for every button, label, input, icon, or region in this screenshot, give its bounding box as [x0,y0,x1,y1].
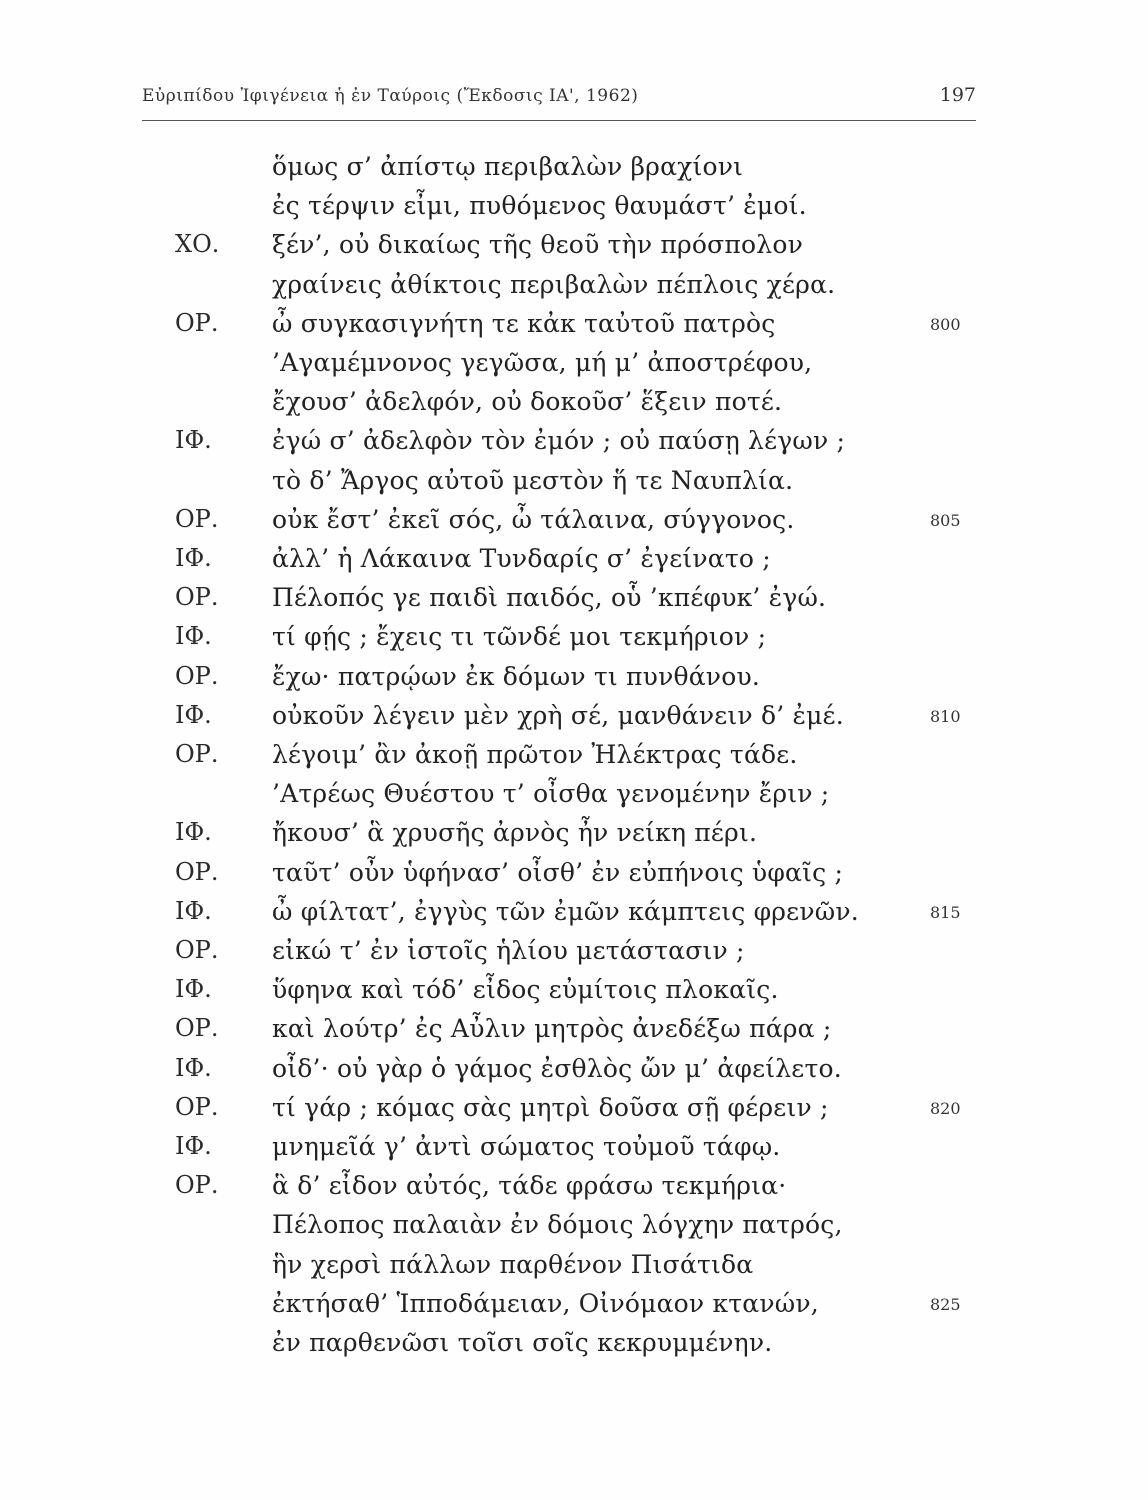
verse-text: καὶ λούτρ’ ἐς Αὖλιν μητρὸς ἀνεδέξω πάρα ; [272,1014,832,1043]
verse-line [0,1014,1148,1054]
verse-text: εἰκώ τ’ ἐν ἱστοῖς ἡλίου μετάστασιν ; [272,936,745,965]
verse-text: ἀλλ’ ἡ Λάκαινα Τυνδαρίς σ’ ἐγείνατο ; [272,544,771,573]
speaker-label: ΟΡ. [175,583,219,611]
verse-line [0,1093,1148,1133]
verse-line [0,622,1148,662]
speaker-label: ΙΦ. [175,818,212,846]
verse-text: ἐν παρθενῶσι τοῖσι σοῖς κεκρυμμένην. [272,1328,773,1357]
verse-text: ἃ δ’ εἶδον αὐτός, τάδε φράσω τεκμήρια· [272,1171,787,1200]
verse-text: τὸ δ’ Ἄργος αὐτοῦ μεστὸν ἥ τε Ναυπλία. [272,466,794,495]
verse-line [0,1132,1148,1172]
line-number: 820 [930,1099,961,1118]
line-number: 805 [930,511,961,530]
verse-line [0,505,1148,545]
verse-line [0,701,1148,741]
line-number: 800 [930,315,961,334]
running-title: Εὐριπίδου Ἰφιγένεια ἡ ἐν Ταύροις (Ἔκδοσις ΙΑ', 1962) [142,86,639,106]
verse-text: ὦ φίλτατ’, ἐγγὺς τῶν ἐμῶν κάμπτεις φρενῶν. [272,897,859,926]
verse-text: οὐκ ἔστ’ ἐκεῖ σός, ὦ τάλαινα, σύγγονος. [272,505,795,534]
verse-line [0,779,1148,819]
verse-text: μνημεῖά γ’ ἀντὶ σώματος τοὐμοῦ τάφῳ. [272,1132,781,1161]
verse-line [0,230,1148,270]
verse-line [0,387,1148,427]
speaker-label: ΟΡ. [175,1171,219,1199]
verse-text: ἐς τέρψιν εἶμι, πυθόμενος θαυμάστ’ ἐμοί. [272,191,807,220]
verse-line [0,583,1148,623]
verse-line [0,348,1148,388]
speaker-label: ΟΡ. [175,936,219,964]
verse-line [0,1054,1148,1094]
speaker-label: ΙΦ. [175,622,212,650]
verse-line [0,1250,1148,1290]
speaker-label: ΟΡ. [175,1093,219,1121]
speaker-label: ΟΡ. [175,740,219,768]
verse-line [0,662,1148,702]
line-number: 815 [930,903,961,922]
speaker-label: ΙΦ. [175,1054,212,1082]
verse-line [0,936,1148,976]
verse-text: ἣν χερσὶ πάλλων παρθένον Πισάτιδα [272,1250,754,1279]
verse-text: ἐγώ σ’ ἀδελφὸν τὸν ἐμόν ; οὐ παύσῃ λέγων ; [272,426,846,455]
verse-text: ὕφηνα καὶ τόδ’ εἶδος εὐμίτοις πλοκαῖς. [272,975,779,1004]
verse-text: λέγοιμ’ ἂν ἀκοῇ πρῶτον Ἠλέκτρας τάδε. [272,740,798,769]
speaker-label: ΧΟ. [175,230,220,258]
verse-text: Πέλοπος παλαιὰν ἐν δόμοις λόγχην πατρός, [272,1210,843,1239]
line-number: 825 [930,1295,961,1314]
speaker-label: ΙΦ. [175,975,212,1003]
speaker-label: ΙΦ. [175,701,212,729]
page-number: 197 [939,84,976,106]
speaker-label: ΟΡ. [175,858,219,886]
verse-line [0,191,1148,231]
verse-line [0,897,1148,937]
speaker-label: ΟΡ. [175,662,219,690]
verse-text: Πέλοπός γε παιδὶ παιδός, οὗ ’κπέφυκ’ ἐγώ. [272,583,827,612]
verse-text: τί γάρ ; κόμας σὰς μητρὶ δοῦσα σῇ φέρειν ; [272,1093,829,1122]
verse-text: ’Ατρέως Θυέστου τ’ οἶσθα γενομένην ἔριν ; [272,779,830,808]
speaker-label: ΙΦ. [175,544,212,572]
verse-text: οἶδ’· οὐ γὰρ ὁ γάμος ἐσθλὸς ὤν μ’ ἀφείλετο. [272,1054,842,1083]
verse-text: ἤκουσ’ ἃ χρυσῆς ἀρνὸς ἦν νείκη πέρι. [272,818,758,847]
verse-text: ἐκτήσαθ’ Ἱπποδάμειαν, Οἰνόμαον κτανών, [272,1289,819,1318]
verse-line [0,1171,1148,1211]
speaker-label: ΙΦ. [175,1132,212,1160]
verse-text: οὐκοῦν λέγειν μὲν χρὴ σέ, μανθάνειν δ’ ἐμέ. [272,701,844,730]
verse-line [0,270,1148,310]
verse-text: τί φῄς ; ἔχεις τι τῶνδέ μοι τεκμήριον ; [272,622,767,651]
speaker-label: ΟΡ. [175,309,219,337]
speaker-label: ΟΡ. [175,505,219,533]
verse-line [0,1328,1148,1368]
verse-line [0,818,1148,858]
verse-text: ταῦτ’ οὖν ὑφήνασ’ οἶσθ’ ἐν εὐπήνοις ὑφαῖς ; [272,858,844,887]
line-number: 810 [930,707,961,726]
verse-text: ἔχουσ’ ἀδελφόν, οὐ δοκοῦσ’ ἕξειν ποτέ. [272,387,783,416]
verse-text: ἔχω· πατρῴων ἐκ δόμων τι πυνθάνου. [272,662,761,691]
verse-line [0,152,1148,192]
verse-text: ’Αγαμέμνονος γεγῶσα, μή μ’ ἀποστρέφου, [272,348,813,377]
speaker-label: ΙΦ. [175,426,212,454]
verse-line [0,466,1148,506]
verse-text: ὦ συγκασιγνήτη τε κἀκ ταὐτοῦ πατρὸς [272,309,776,338]
verse-line [0,1210,1148,1250]
speaker-label: ΙΦ. [175,897,212,925]
verse-line [0,740,1148,780]
verse-text: ξέν’, οὐ δικαίως τῆς θεοῦ τὴν πρόσπολον [272,230,803,259]
verse-line [0,975,1148,1015]
verse-line [0,858,1148,898]
verse-text: χραίνεις ἀθίκτοις περιβαλὼν πέπλοις χέρα. [272,270,836,299]
verse-text: ὅμως σ’ ἀπίστῳ περιβαλὼν βραχίονι [272,152,744,181]
speaker-label: ΟΡ. [175,1014,219,1042]
verse-line [0,1289,1148,1329]
verse-line [0,426,1148,466]
verse-line [0,544,1148,584]
verse-line [0,309,1148,349]
